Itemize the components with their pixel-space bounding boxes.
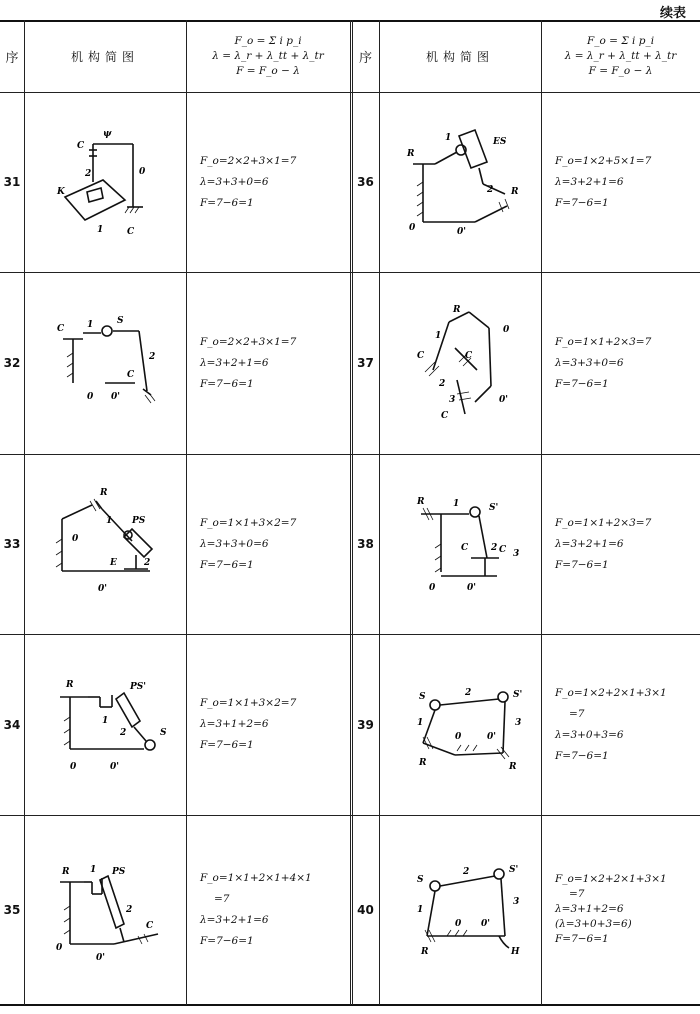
- mechanism-37-diagram: [395, 298, 525, 428]
- mechanism-diagram: [379, 634, 541, 815]
- formula-cell: [541, 454, 700, 634]
- row-number: 38: [357, 537, 374, 551]
- formula-line: λ=3+2+1=6: [555, 175, 624, 188]
- diagram-label: S: [117, 316, 124, 326]
- header-seq: 序: [5, 50, 19, 66]
- diagram-label: 2: [487, 185, 494, 195]
- diagram-label: 1: [417, 717, 424, 728]
- mechanism-31-diagram: [45, 122, 165, 242]
- mechanism-diagram: [24, 815, 186, 1004]
- formula-line: F=7−6=1: [200, 196, 254, 209]
- diagram-label: E: [110, 558, 117, 568]
- diagram-label: C: [127, 370, 135, 380]
- diagram-label: 0: [409, 223, 416, 233]
- mechanism-diagram: [24, 92, 186, 272]
- diagram-label: 3: [513, 549, 520, 559]
- diagram-label: H: [511, 946, 520, 957]
- diagram-label: 0': [481, 918, 491, 929]
- header-formula-line: F = F_o − λ: [588, 64, 653, 77]
- formula-line: λ=3+2+1=6: [200, 913, 269, 926]
- diagram-label: 0': [98, 584, 108, 594]
- row-number: 40: [357, 902, 374, 917]
- diagram-label: S: [160, 727, 167, 738]
- diagram-label: 1: [106, 516, 113, 526]
- row-number: 37: [357, 356, 374, 370]
- formula-cell: [186, 454, 350, 634]
- diagram-label: R: [453, 305, 461, 315]
- diagram-label: 1: [97, 225, 104, 235]
- diagram-label: 0': [96, 952, 106, 963]
- formula-cell: [541, 634, 700, 815]
- mechanism-34-diagram: [40, 665, 170, 785]
- mechanism-32-diagram: [45, 303, 165, 423]
- diagram-label: 2: [120, 727, 127, 738]
- diagram-label: C: [441, 411, 449, 421]
- formula-line: F=7−6=1: [555, 933, 609, 945]
- diagram-label: 2: [465, 687, 472, 698]
- formula-cell: [541, 272, 700, 454]
- diagram-label: 1: [445, 133, 452, 143]
- diagram-label: 3: [515, 717, 522, 728]
- formula-line: λ=3+3+0=6: [200, 537, 269, 550]
- formula-line: =7: [569, 888, 585, 900]
- row-number: 39: [357, 717, 374, 732]
- formula-line: λ=3+1+2=6: [555, 903, 624, 915]
- formula-line: λ=3+0+3=6: [555, 728, 624, 741]
- diagram-label: R: [511, 187, 519, 197]
- mechanism-diagram: [24, 634, 186, 815]
- formula-line: F=7−6=1: [200, 739, 254, 751]
- diagram-label: 1: [417, 904, 424, 915]
- diagram-label: 1: [87, 320, 94, 330]
- diagram-label: R: [421, 946, 429, 957]
- diagram-label: 2: [85, 169, 92, 179]
- diagram-label: C: [127, 227, 135, 237]
- diagram-label: C: [499, 545, 507, 555]
- formula-line: =7: [214, 892, 230, 905]
- formula-line: F=7−6=1: [555, 749, 609, 762]
- formula-line: =7: [569, 707, 585, 720]
- header-formula-line: λ = λ_r + λ_tt + λ_tr: [564, 49, 677, 62]
- diagram-label: 2: [149, 352, 156, 362]
- formula-line: F_o=1×1+3×2=7: [200, 697, 297, 709]
- header-formula-line: F = F_o − λ: [236, 64, 300, 77]
- mechanism-diagram: [379, 272, 541, 454]
- diagram-label: 0: [503, 325, 510, 335]
- diagram-label: 1: [90, 864, 97, 875]
- formula-line: F_o=2×2+3×1=7: [200, 335, 297, 348]
- formula-line: F=7−6=1: [555, 377, 609, 390]
- diagram-label: C: [146, 920, 154, 931]
- header-diagram: 机构简图: [425, 49, 494, 64]
- diagram-label: 0: [87, 392, 94, 402]
- diagram-label: 0: [455, 731, 462, 742]
- diagram-label: 3: [513, 896, 520, 907]
- formula-line: F_o=1×2+2×1+3×1: [555, 686, 667, 699]
- header-formula-line: F_o = Σ i p_i: [586, 34, 655, 47]
- diagram-label: R: [100, 488, 108, 498]
- diagram-label: PS: [132, 516, 146, 526]
- formula-cell: [186, 92, 350, 272]
- header-formula-line: F_o = Σ i p_i: [234, 34, 302, 47]
- formula-cell: [186, 815, 350, 1004]
- mechanism-diagram: [379, 92, 541, 272]
- row-number: 32: [3, 356, 21, 370]
- formula-line: F_o=1×1+2×3=7: [555, 335, 652, 348]
- diagram-label: 0: [72, 534, 79, 544]
- diagram-label: C: [417, 351, 425, 361]
- diagram-label: 2: [491, 543, 498, 553]
- diagram-label: 0: [139, 167, 146, 177]
- formula-cell: [186, 634, 350, 815]
- header-diagram: 机构简图: [70, 49, 139, 64]
- header-formula-line: λ = λ_r + λ_tt + λ_tr: [212, 49, 324, 62]
- diagram-label: 0': [457, 227, 467, 237]
- formula-line: F=7−6=1: [200, 377, 254, 390]
- mechanism-39-diagram: [395, 665, 525, 785]
- diagram-label: S': [509, 864, 519, 875]
- formula-line: λ=3+2+1=6: [555, 537, 624, 550]
- diagram-label: S: [419, 691, 426, 702]
- mechanism-40-diagram: [395, 850, 525, 970]
- diagram-label: R: [62, 866, 70, 877]
- mechanism-diagram: [379, 454, 541, 634]
- diagram-label: 2: [439, 379, 446, 389]
- diagram-label: 2: [463, 866, 470, 877]
- mechanism-38-diagram: [395, 484, 525, 604]
- diagram-label: R: [407, 149, 415, 159]
- row-number: 33: [3, 537, 21, 551]
- formula-line: F_o=1×1+2×3=7: [555, 516, 652, 529]
- mechanism-33-diagram: [40, 479, 170, 609]
- diagram-label: S': [489, 503, 499, 513]
- formula-line: F_o=1×2+2×1+3×1: [555, 873, 667, 885]
- diagram-label: 0': [467, 583, 477, 593]
- diagram-label: R: [66, 679, 74, 690]
- row-number: 36: [357, 175, 374, 189]
- diagram-label: C: [465, 351, 473, 361]
- diagram-label: ψ: [103, 129, 112, 139]
- formula-line: F_o=1×1+2×1+4×1: [200, 871, 312, 884]
- formula-line: F=7−6=1: [200, 934, 254, 947]
- diagram-label: 3: [449, 395, 456, 405]
- diagram-label: 1: [453, 499, 460, 509]
- diagram-label: 0': [110, 761, 120, 772]
- header-seq: 序: [358, 50, 372, 66]
- diagram-label: R: [419, 757, 427, 768]
- continued-table-label: 续表: [659, 6, 686, 21]
- diagram-label: PS: [112, 866, 126, 877]
- mechanism-36-diagram: [395, 122, 525, 242]
- diagram-label: 1: [102, 715, 109, 726]
- row-number: 35: [3, 902, 21, 917]
- mechanism-table: [0, 20, 700, 1005]
- diagram-label: S: [417, 874, 424, 885]
- formula-line: F_o=2×2+3×1=7: [200, 154, 297, 167]
- formula-line: λ=3+1+2=6: [200, 718, 269, 730]
- formula-line: F=7−6=1: [555, 196, 609, 209]
- formula-cell: [541, 815, 700, 1004]
- diagram-label: 0: [56, 942, 63, 953]
- diagram-label: 0: [455, 918, 462, 929]
- formula-line: λ=3+3+0=6: [200, 175, 269, 188]
- diagram-label: C: [461, 543, 469, 553]
- formula-line: F=7−6=1: [200, 558, 254, 571]
- mechanism-diagram: [379, 815, 541, 1004]
- header-formula: [186, 20, 350, 92]
- diagram-label: 0': [487, 731, 497, 742]
- diagram-label: 0': [499, 395, 509, 405]
- diagram-label: S': [513, 689, 523, 700]
- diagram-label: 2: [144, 558, 151, 568]
- diagram-label: R: [417, 497, 425, 507]
- diagram-label: ES: [493, 137, 507, 147]
- diagram-label: K: [57, 187, 65, 197]
- diagram-label: 0: [429, 583, 436, 593]
- formula-line: (λ=3+0+3=6): [555, 918, 632, 930]
- diagram-label: 0: [70, 761, 77, 772]
- mechanism-diagram: [24, 272, 186, 454]
- formula-line: F_o=1×2+5×1=7: [555, 154, 652, 167]
- header-formula: [541, 20, 700, 92]
- formula-line: F_o=1×1+3×2=7: [200, 516, 297, 529]
- formula-cell: [541, 92, 700, 272]
- diagram-label: PS': [130, 681, 147, 692]
- formula-line: λ=3+3+0=6: [555, 356, 624, 369]
- diagram-label: 1: [435, 331, 442, 341]
- diagram-label: 2: [126, 904, 133, 915]
- diagram-label: C: [77, 141, 85, 151]
- mechanism-diagram: [24, 454, 186, 634]
- diagram-label: 0': [111, 392, 121, 402]
- formula-cell: [186, 272, 350, 454]
- formula-line: F=7−6=1: [555, 558, 609, 571]
- diagram-label: R: [509, 761, 517, 772]
- row-number: 34: [3, 717, 21, 732]
- formula-line: λ=3+2+1=6: [200, 356, 269, 369]
- diagram-label: C: [57, 324, 65, 334]
- mechanism-35-diagram: [40, 850, 170, 970]
- row-number: 31: [3, 175, 21, 189]
